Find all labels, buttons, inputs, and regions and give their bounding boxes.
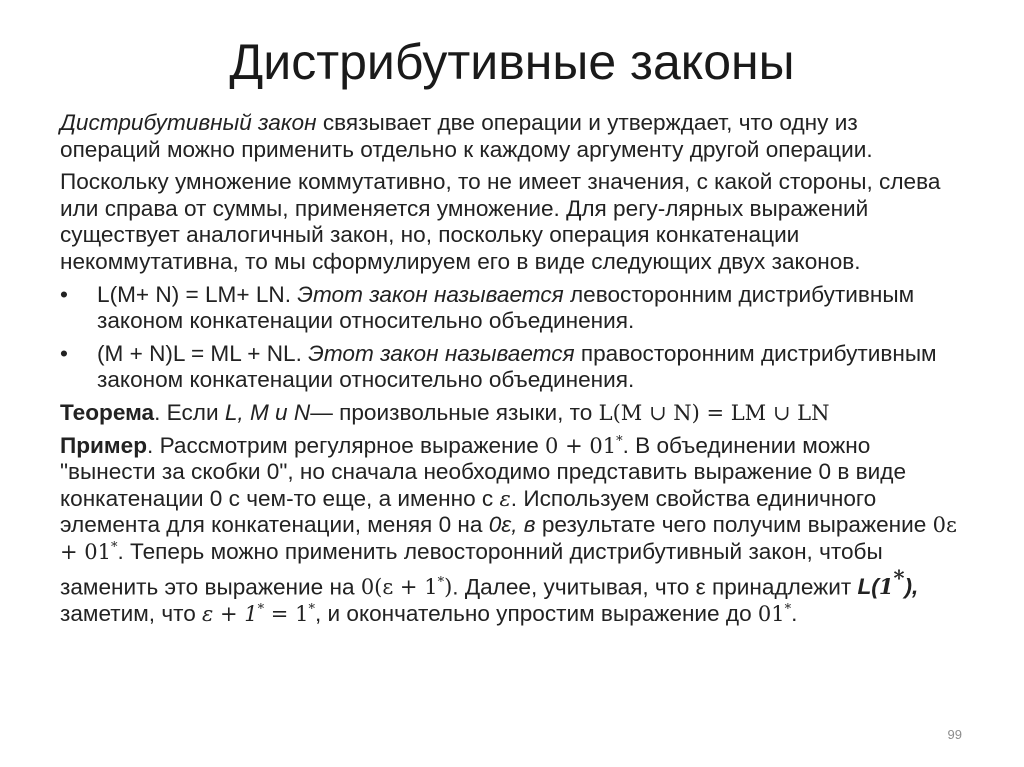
formula-5a-sup: * [257, 601, 265, 617]
formula-4-base: 1 [878, 574, 894, 600]
paragraph-theorem [60, 400, 960, 427]
example-formula-1 [545, 434, 623, 458]
example-text-4: , в [511, 512, 536, 538]
page-number: 99 [947, 727, 962, 742]
formula-3-end: ) [444, 575, 453, 600]
paragraph-example [60, 433, 960, 628]
right-law-italic: Этот закон называется [308, 340, 575, 366]
slide-body [60, 110, 960, 633]
formula-4-sup: * [893, 565, 905, 591]
right-law-formula: (M + N)L = ML + NL. [97, 340, 309, 366]
right-law-text: правосторонним дистрибутивным законом конкатенации относительно объединения. [97, 340, 937, 393]
theorem-text-2: — произвольные языки, то [310, 399, 599, 425]
formula-1-sup: * [616, 433, 623, 449]
left-law-formula: L(M+ N) = LM+ LN. [97, 281, 298, 307]
example-text-8: заметим, что [60, 600, 203, 626]
left-law-text: левосторонним дистрибутивным законом конкатенации относительно объединения. [97, 281, 915, 334]
formula-5a-base: ε + 1 [202, 601, 258, 626]
theorem-formula: L(M ∪ N) = LM ∪ LN [598, 400, 830, 425]
formula-3-base: 0(ε + 1 [360, 575, 438, 600]
example-text-1: . Рассмотрим регулярное выражение [147, 432, 546, 458]
formula-5b-base: = 1 [264, 601, 309, 626]
bullet-dot: • [60, 340, 68, 366]
definition-text: связывает две операции и утверждает, что одну из операций можно применить отдельно к каждому аргументу другой операции. [60, 110, 873, 162]
formula-3-sup: * [437, 575, 445, 591]
formula-5b-sup: * [308, 601, 315, 617]
example-label: Пример [60, 432, 148, 458]
theorem-label: Теорема [60, 399, 155, 425]
theorem-text-1: . Если [154, 399, 225, 425]
example-epsilon: ε [499, 486, 511, 511]
example-formula-5 [202, 602, 315, 626]
bullet-dot: • [60, 281, 68, 307]
example-zero-eps: 0ε [488, 512, 512, 538]
example-text-10: . [791, 600, 798, 626]
example-formula-6 [758, 602, 791, 626]
paragraph-commutativity: Поскольку умножение коммутативно, то не имеет значения, с какой стороны, слева или справа от суммы, применяется умножение. Для регу-лярных выражений существует аналогичный закон, но, поскольку операция конкатенации некоммутативна, то мы сформулируем его в виде следующих двух законов. [60, 169, 941, 274]
theorem-vars: L, M и N [224, 399, 311, 425]
paragraph-definition [60, 110, 960, 163]
example-text-9: , и окончательно упростим выражение до [314, 600, 758, 626]
left-law-italic: Этот закон называется [297, 281, 564, 307]
formula-6-base: 01 [757, 601, 785, 626]
example-text-6: . Теперь можно применить левосторонний дистрибутивный закон, чтобы заменить это выражение на [60, 538, 883, 600]
example-formula-3 [361, 575, 452, 599]
slide-title: Дистрибутивные законы [229, 34, 795, 90]
example-text-2: . В объединении можно "вынести за скобки 0", но сначала необходимо представить выражение 0 в виде конкатенации 0 с чем-то еще, а именно с [60, 432, 907, 511]
example-text-5: результате чего получим выражение [535, 512, 933, 538]
formula-1-base: 0 + 01 [545, 433, 617, 458]
example-formula-4 [857, 565, 919, 600]
bullet-right-law [60, 341, 960, 394]
formula-2-sup: * [111, 539, 118, 555]
term-distributive-law: Дистрибутивный закон [60, 110, 317, 135]
formula-6-sup: * [784, 601, 792, 617]
formula-4-pre: L( [857, 574, 879, 600]
example-text-7: . Далее, учитывая, что ε принадлежит [452, 574, 858, 600]
bullet-left-law [60, 282, 960, 335]
formula-4-end: ), [904, 574, 919, 600]
formula-2-base: 0ε + 01 [60, 513, 957, 564]
example-text-3: . Используем свойства единичного элемента для конкатенации, меняя 0 на [60, 485, 877, 538]
